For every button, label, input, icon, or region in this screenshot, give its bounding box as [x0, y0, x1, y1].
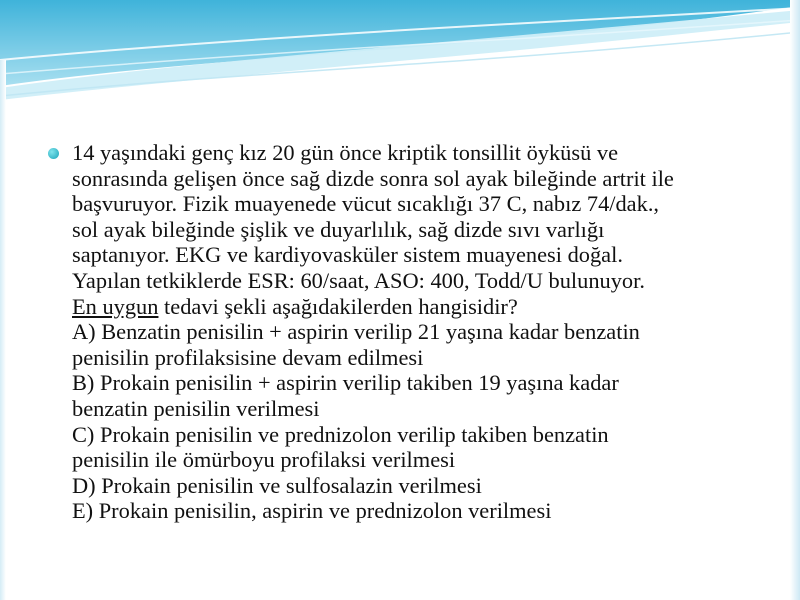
question-line: sonrasında gelişen önce sağ dizde sonra sol ayak bileğinde artrit ile	[72, 165, 674, 191]
question-line: sol ayak bileğinde şişlik ve duyarlılık, sağ dizde sıvı varlığı	[72, 216, 605, 242]
question-line: başvuruyor. Fizik muayenede vücut sıcaklığı 37 C, nabız 74/dak.,	[72, 191, 660, 217]
answer-option-a	[72, 319, 793, 370]
option-line: A) Benzatin penisilin + aspirin verilip 21 yaşına kadar benzatin	[72, 319, 640, 345]
bullet-icon	[48, 148, 59, 159]
answer-option-d	[72, 473, 793, 499]
question-prompt	[72, 294, 793, 320]
question-line: 14 yaşındaki genç kız 20 gün önce kriptik tonsillit öyküsü ve	[72, 140, 619, 165]
option-line: E) Prokain penisilin, aspirin ve prednizolon verilmesi	[72, 498, 552, 524]
answer-option-b	[72, 370, 793, 421]
option-line: D) Prokain penisilin ve sulfosalazin verilmesi	[72, 472, 482, 498]
question-line: Yapılan tetkiklerde ESR: 60/saat, ASO: 400, Todd/U bulunuyor.	[72, 267, 645, 293]
option-line: C) Prokain penisilin ve prednizolon verilip takiben benzatin	[72, 421, 609, 447]
question-text	[72, 140, 793, 524]
option-line: penisilin profilaksisine devam edilmesi	[72, 344, 424, 370]
option-line: penisilin ile ömürboyu profilaksi verilmesi	[72, 447, 456, 473]
question-line: saptanıyor. EKG ve kardiyovasküler sistem muayenesi doğal.	[72, 242, 623, 268]
option-line: benzatin penisilin verilmesi	[72, 395, 320, 421]
prompt-rest: tedavi şekli aşağıdakilerden hangisidir?	[158, 293, 518, 319]
answer-option-e	[72, 498, 793, 524]
left-frame-edge	[0, 60, 6, 600]
slide-content	[48, 140, 793, 524]
option-line: B) Prokain penisilin + aspirin verilip takiben 19 yaşına kadar	[72, 370, 619, 396]
answer-option-c	[72, 422, 793, 473]
header-wave-decoration	[0, 0, 800, 110]
prompt-emphasis: En uygun	[72, 293, 159, 319]
